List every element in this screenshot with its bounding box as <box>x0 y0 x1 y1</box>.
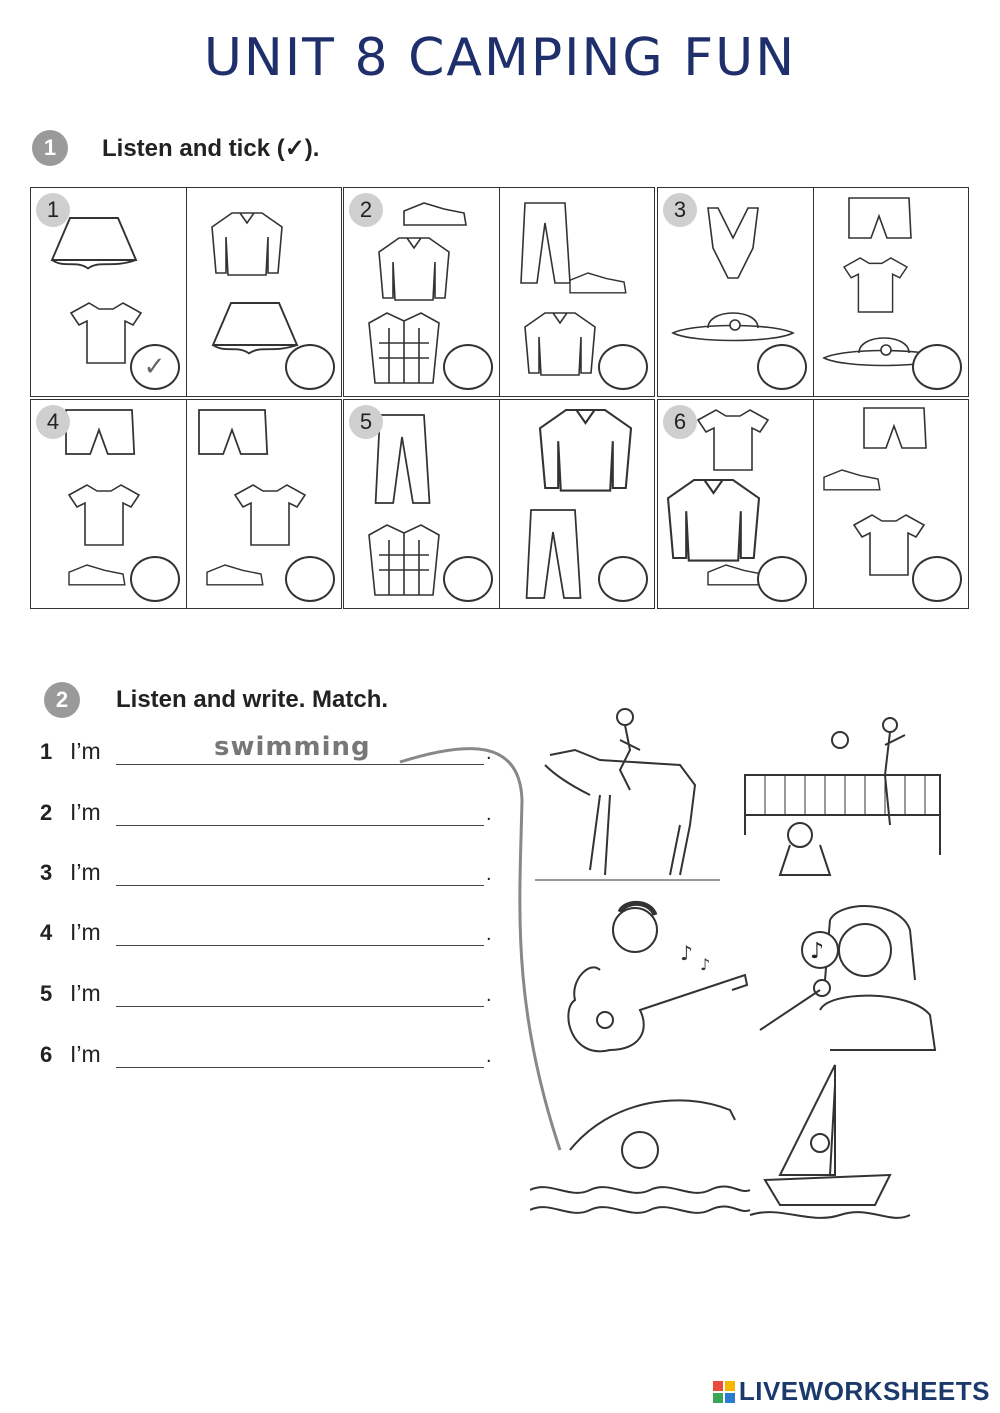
section-2-number: 2 <box>44 682 80 718</box>
item-number-badge: 3 <box>663 193 697 227</box>
svg-text:♪: ♪ <box>810 939 825 964</box>
line-prefix: I’m <box>70 859 101 885</box>
line-number: 3 <box>40 860 53 885</box>
liveworksheets-logo-icon <box>713 1381 735 1403</box>
line-end: . <box>486 923 492 945</box>
line-end: . <box>486 803 492 825</box>
line-number: 1 <box>40 739 53 764</box>
horse-riding-picture[interactable] <box>535 709 720 880</box>
liveworksheets-watermark <box>713 1376 990 1407</box>
line-end: . <box>486 742 492 764</box>
svg-text:♪: ♪ <box>700 955 711 974</box>
item-number-badge: 4 <box>36 405 70 439</box>
item-number-badge: 1 <box>36 193 70 227</box>
page-title: UNIT 8 CAMPING FUN <box>203 28 797 88</box>
line-number: 6 <box>40 1042 53 1067</box>
line-end: . <box>486 863 492 885</box>
line-end: . <box>486 1045 492 1067</box>
line-prefix: I’m <box>70 1041 101 1067</box>
swimming-picture[interactable] <box>530 1100 750 1213</box>
item-number-badge: 5 <box>349 405 383 439</box>
section-1-instruction: Listen and tick (✓). <box>102 134 320 162</box>
line-number: 2 <box>40 800 53 825</box>
tick-box[interactable]: ✓ <box>130 344 180 390</box>
singing-picture[interactable] <box>760 906 935 1050</box>
item-number-badge: 2 <box>349 193 383 227</box>
svg-text:♪: ♪ <box>680 941 693 965</box>
line-number: 4 <box>40 920 53 945</box>
answer-text: swimming <box>214 732 371 762</box>
volleyball-picture[interactable] <box>745 718 940 875</box>
section-1-number: 1 <box>32 130 68 166</box>
line-prefix: I’m <box>70 980 101 1006</box>
line-prefix: I’m <box>70 799 101 825</box>
section-2-instruction: Listen and write. Match. <box>116 686 389 713</box>
line-prefix: I’m <box>70 919 101 945</box>
line-number: 5 <box>40 981 53 1006</box>
line-end: . <box>486 984 492 1006</box>
watermark-text: LIVEWORKSHEETS <box>738 1376 990 1406</box>
item-number-badge: 6 <box>663 405 697 439</box>
sailing-picture[interactable] <box>750 1065 910 1218</box>
guitar-picture[interactable] <box>568 903 747 1051</box>
line-prefix: I’m <box>70 738 101 764</box>
activity-pictures <box>530 705 970 1235</box>
